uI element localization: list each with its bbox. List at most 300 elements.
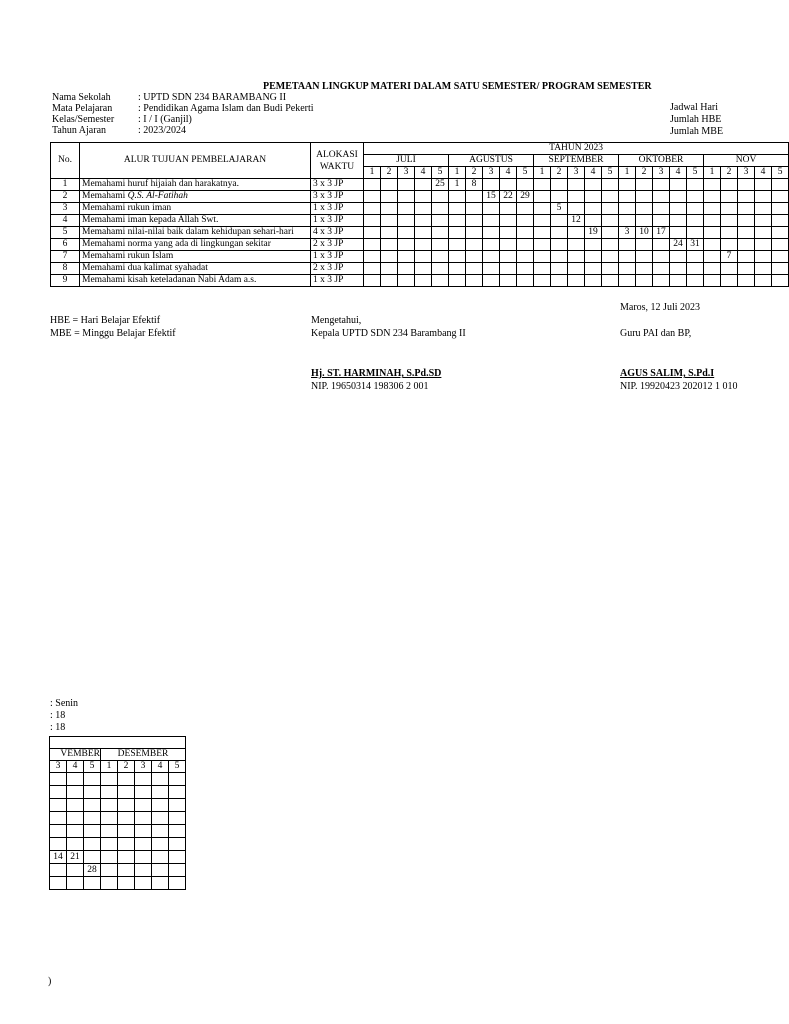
schedule-cell bbox=[568, 179, 585, 191]
schedule-cell: 28 bbox=[84, 864, 101, 877]
schedule-cell bbox=[415, 251, 432, 263]
program-semester-table-container bbox=[50, 142, 783, 302]
row-alokasi: 1 x 3 JP bbox=[311, 203, 364, 215]
schedule-cell bbox=[381, 179, 398, 191]
schedule-cell bbox=[101, 773, 118, 786]
table-row bbox=[50, 877, 186, 890]
schedule-cell bbox=[636, 191, 653, 203]
schedule-cell bbox=[101, 812, 118, 825]
table-row bbox=[50, 812, 186, 825]
schedule-cell bbox=[704, 227, 721, 239]
schedule-cell bbox=[135, 786, 152, 799]
schedule-cell bbox=[135, 773, 152, 786]
schedule-cell bbox=[466, 191, 483, 203]
schedule-cell: 12 bbox=[568, 215, 585, 227]
month-header: SEPTEMBER bbox=[534, 155, 619, 167]
schedule-cell bbox=[381, 215, 398, 227]
month-header: JULI bbox=[364, 155, 449, 167]
table-row bbox=[50, 838, 186, 851]
schedule-cell bbox=[772, 251, 789, 263]
schedule-cell bbox=[619, 251, 636, 263]
schedule-cell bbox=[449, 275, 466, 287]
schedule-cell bbox=[101, 786, 118, 799]
schedule-cell: 8 bbox=[466, 179, 483, 191]
schedule-cell bbox=[466, 263, 483, 275]
row-alur bbox=[80, 239, 311, 251]
schedule-cell bbox=[118, 825, 135, 838]
schedule-cell bbox=[568, 227, 585, 239]
schedule-cell bbox=[772, 239, 789, 251]
schedule-cell bbox=[585, 275, 602, 287]
week-header: 3 bbox=[50, 761, 67, 773]
schedule-cell bbox=[568, 239, 585, 251]
schedule-cell bbox=[364, 275, 381, 287]
schedule-cell bbox=[755, 215, 772, 227]
info-label: Mata Pelajaran bbox=[52, 103, 113, 114]
schedule-cell bbox=[432, 275, 449, 287]
schedule-cell bbox=[772, 263, 789, 275]
week-header: 4 bbox=[500, 167, 517, 179]
schedule-cell bbox=[84, 773, 101, 786]
schedule-cell bbox=[152, 786, 169, 799]
row-alokasi: 1 x 3 JP bbox=[311, 251, 364, 263]
schedule-cell bbox=[500, 239, 517, 251]
table-row bbox=[51, 191, 789, 203]
schedule-cell bbox=[432, 251, 449, 263]
schedule-cell bbox=[415, 203, 432, 215]
schedule-cell bbox=[432, 215, 449, 227]
schedule-cell bbox=[449, 251, 466, 263]
schedule-cell bbox=[135, 799, 152, 812]
table-row bbox=[50, 786, 186, 799]
schedule-cell bbox=[483, 251, 500, 263]
row-alur-italic: Q.S. Al-Fatihah bbox=[127, 191, 188, 201]
schedule-cell bbox=[364, 227, 381, 239]
row-alokasi: 3 x 3 JP bbox=[311, 191, 364, 203]
row-alur-text: Memahami huruf hijaiah dan harakatnya. bbox=[82, 179, 239, 189]
row-alur bbox=[80, 179, 311, 191]
schedule-cell bbox=[135, 864, 152, 877]
schedule-cell bbox=[551, 251, 568, 263]
schedule-cell: 10 bbox=[636, 227, 653, 239]
row-alur-text: Memahami kisah keteladanan Nabi Adam a.s. bbox=[82, 275, 257, 285]
table-row bbox=[50, 773, 186, 786]
schedule-cell bbox=[636, 275, 653, 287]
schedule-cell bbox=[449, 239, 466, 251]
schedule-cell bbox=[517, 227, 534, 239]
schedule-cell bbox=[738, 191, 755, 203]
row-alokasi: 3 x 3 JP bbox=[311, 179, 364, 191]
schedule-cell bbox=[534, 203, 551, 215]
schedule-cell bbox=[50, 786, 67, 799]
schedule-cell bbox=[636, 179, 653, 191]
year-header-cont bbox=[50, 737, 186, 749]
schedule-cell bbox=[364, 215, 381, 227]
schedule-cell bbox=[169, 799, 186, 812]
schedule-cell bbox=[585, 251, 602, 263]
jadwal-hari-value: : Senin bbox=[50, 698, 79, 709]
schedule-cell bbox=[653, 251, 670, 263]
schedule-cell bbox=[602, 215, 619, 227]
schedule-cell bbox=[517, 215, 534, 227]
month-header: DESEMBER bbox=[101, 749, 186, 761]
schedule-cell bbox=[687, 263, 704, 275]
schedule-cell bbox=[398, 191, 415, 203]
schedule-cell bbox=[738, 251, 755, 263]
schedule-cell bbox=[772, 227, 789, 239]
schedule-cell: 3 bbox=[619, 227, 636, 239]
week-header: 3 bbox=[398, 167, 415, 179]
schedule-cell bbox=[704, 251, 721, 263]
schedule-cell bbox=[551, 239, 568, 251]
schedule-cell bbox=[517, 179, 534, 191]
schedule-cell bbox=[67, 825, 84, 838]
schedule-cell bbox=[118, 838, 135, 851]
schedule-cell bbox=[169, 864, 186, 877]
schedule-cell bbox=[432, 227, 449, 239]
col-header-alur: ALUR TUJUAN PEMBELAJARAN bbox=[80, 143, 311, 179]
schedule-cell bbox=[755, 275, 772, 287]
schedule-cell bbox=[534, 275, 551, 287]
schedule-cell bbox=[398, 215, 415, 227]
schedule-cell bbox=[585, 239, 602, 251]
schedule-cell: 21 bbox=[67, 851, 84, 864]
schedule-cell bbox=[118, 773, 135, 786]
schedule-cell bbox=[602, 275, 619, 287]
schedule-cell bbox=[500, 251, 517, 263]
schedule-cell bbox=[619, 179, 636, 191]
schedule-cell bbox=[169, 786, 186, 799]
schedule-cell bbox=[118, 877, 135, 890]
schedule-cell bbox=[364, 263, 381, 275]
schedule-cell bbox=[84, 786, 101, 799]
schedule-cell bbox=[534, 251, 551, 263]
schedule-cell bbox=[466, 203, 483, 215]
schedule-cell bbox=[602, 239, 619, 251]
table-row bbox=[50, 825, 186, 838]
schedule-cell bbox=[135, 838, 152, 851]
schedule-cell bbox=[50, 838, 67, 851]
schedule-cell bbox=[415, 227, 432, 239]
schedule-cell bbox=[432, 239, 449, 251]
week-header: 5 bbox=[602, 167, 619, 179]
schedule-cell bbox=[687, 191, 704, 203]
week-header: 5 bbox=[517, 167, 534, 179]
schedule-cell bbox=[152, 864, 169, 877]
row-alur-text: Memahami dua kalimat syahadat bbox=[82, 263, 208, 273]
schedule-cell bbox=[398, 227, 415, 239]
schedule-cell bbox=[619, 215, 636, 227]
table-row bbox=[51, 251, 789, 263]
schedule-cell bbox=[84, 812, 101, 825]
schedule-cell bbox=[585, 263, 602, 275]
week-header: 2 bbox=[551, 167, 568, 179]
info-label: Tahun Ajaran bbox=[52, 125, 107, 136]
schedule-cell bbox=[466, 215, 483, 227]
schedule-cell bbox=[755, 227, 772, 239]
week-header: 4 bbox=[670, 167, 687, 179]
schedule-cell bbox=[670, 275, 687, 287]
info-label: Kelas/Semester bbox=[52, 114, 115, 125]
schedule-cell bbox=[721, 275, 738, 287]
schedule-cell bbox=[704, 191, 721, 203]
schedule-cell bbox=[721, 191, 738, 203]
week-header: 1 bbox=[534, 167, 551, 179]
schedule-cell bbox=[721, 179, 738, 191]
schedule-cell bbox=[687, 179, 704, 191]
schedule-cell bbox=[602, 227, 619, 239]
schedule-summary-labels bbox=[660, 102, 738, 142]
row-no: 7 bbox=[51, 251, 80, 263]
schedule-cell bbox=[398, 275, 415, 287]
schedule-cell bbox=[483, 239, 500, 251]
schedule-cell bbox=[755, 239, 772, 251]
schedule-cell bbox=[466, 275, 483, 287]
schedule-cell bbox=[551, 215, 568, 227]
jadwal-hari-label: Jadwal Hari bbox=[670, 102, 719, 113]
schedule-cell bbox=[653, 191, 670, 203]
schedule-cell bbox=[670, 191, 687, 203]
schedule-cell bbox=[101, 838, 118, 851]
schedule-cell bbox=[415, 275, 432, 287]
week-header: 3 bbox=[568, 167, 585, 179]
week-header: 1 bbox=[619, 167, 636, 179]
week-header: 5 bbox=[772, 167, 789, 179]
week-header: 2 bbox=[636, 167, 653, 179]
schedule-cell bbox=[500, 179, 517, 191]
week-header: 2 bbox=[721, 167, 738, 179]
jumlah-hbe-value: : 18 bbox=[50, 710, 66, 721]
row-alur bbox=[80, 191, 311, 203]
schedule-cell bbox=[721, 239, 738, 251]
schedule-cell: 15 bbox=[483, 191, 500, 203]
info-value: : I / I (Ganjil) bbox=[138, 114, 192, 125]
schedule-cell bbox=[169, 825, 186, 838]
schedule-cell bbox=[483, 203, 500, 215]
schedule-cell bbox=[50, 864, 67, 877]
schedule-cell bbox=[449, 263, 466, 275]
table-row bbox=[51, 239, 789, 251]
schedule-cell bbox=[118, 799, 135, 812]
row-no: 1 bbox=[51, 179, 80, 191]
schedule-cell bbox=[772, 191, 789, 203]
schedule-cell bbox=[772, 215, 789, 227]
row-alokasi: 2 x 3 JP bbox=[311, 239, 364, 251]
schedule-cell bbox=[772, 179, 789, 191]
schedule-cell bbox=[135, 877, 152, 890]
schedule-cell bbox=[704, 239, 721, 251]
row-no: 3 bbox=[51, 203, 80, 215]
schedule-cell bbox=[169, 877, 186, 890]
row-no: 2 bbox=[51, 191, 80, 203]
table-row bbox=[50, 851, 186, 864]
place-date: Maros, 12 Juli 2023 bbox=[620, 302, 700, 313]
schedule-cell bbox=[152, 838, 169, 851]
schedule-cell bbox=[772, 203, 789, 215]
schedule-cell bbox=[67, 864, 84, 877]
week-header: 4 bbox=[67, 761, 84, 773]
schedule-cell bbox=[364, 251, 381, 263]
schedule-cell bbox=[653, 263, 670, 275]
schedule-cell bbox=[636, 263, 653, 275]
schedule-cell bbox=[50, 773, 67, 786]
schedule-cell bbox=[415, 215, 432, 227]
continuation-table-container bbox=[50, 736, 188, 892]
row-alur bbox=[80, 203, 311, 215]
week-header: 3 bbox=[135, 761, 152, 773]
schedule-cell bbox=[704, 263, 721, 275]
schedule-cell bbox=[738, 239, 755, 251]
sign-right-name: AGUS SALIM, S.Pd.I bbox=[620, 368, 715, 379]
week-header: 1 bbox=[704, 167, 721, 179]
schedule-cell bbox=[67, 812, 84, 825]
schedule-cell bbox=[483, 275, 500, 287]
row-alur-text: Memahami nilai-nilai baik dalam kehidupan sehari-hari bbox=[82, 227, 294, 237]
schedule-cell bbox=[101, 851, 118, 864]
schedule-cell bbox=[721, 215, 738, 227]
table-row bbox=[50, 799, 186, 812]
schedule-cell bbox=[704, 203, 721, 215]
week-header: 1 bbox=[449, 167, 466, 179]
schedule-cell bbox=[432, 203, 449, 215]
schedule-cell bbox=[738, 263, 755, 275]
row-alokasi: 2 x 3 JP bbox=[311, 263, 364, 275]
sign-right-nip: NIP. 19920423 202012 1 010 bbox=[620, 381, 738, 392]
table-row bbox=[51, 263, 789, 275]
sign-left-line1: Mengetahui, bbox=[311, 315, 362, 326]
schedule-cell bbox=[602, 263, 619, 275]
schedule-cell bbox=[738, 179, 755, 191]
row-alokasi: 1 x 3 JP bbox=[311, 215, 364, 227]
schedule-cell bbox=[398, 251, 415, 263]
schedule-cell bbox=[84, 877, 101, 890]
schedule-cell bbox=[101, 864, 118, 877]
schedule-cell bbox=[755, 263, 772, 275]
schedule-cell: 1 bbox=[449, 179, 466, 191]
schedule-cell bbox=[67, 786, 84, 799]
schedule-cell bbox=[636, 239, 653, 251]
month-header: AGUSTUS bbox=[449, 155, 534, 167]
schedule-cell bbox=[152, 799, 169, 812]
schedule-cell bbox=[738, 215, 755, 227]
week-header: 5 bbox=[169, 761, 186, 773]
week-header: 2 bbox=[466, 167, 483, 179]
legend-hbe: HBE = Hari Belajar Efektif bbox=[50, 315, 161, 326]
schedule-cell bbox=[636, 215, 653, 227]
sign-left-nip: NIP. 19650314 198306 2 001 bbox=[311, 381, 429, 392]
schedule-cell bbox=[534, 227, 551, 239]
schedule-cell bbox=[738, 275, 755, 287]
schedule-cell bbox=[381, 275, 398, 287]
schedule-cell bbox=[687, 215, 704, 227]
schedule-cell bbox=[381, 263, 398, 275]
row-alokasi: 4 x 3 JP bbox=[311, 227, 364, 239]
jumlah-mbe-value: : 18 bbox=[50, 722, 66, 733]
schedule-cell bbox=[517, 263, 534, 275]
schedule-cell bbox=[551, 275, 568, 287]
schedule-cell bbox=[619, 203, 636, 215]
schedule-cell bbox=[568, 263, 585, 275]
schedule-cell bbox=[551, 227, 568, 239]
schedule-cell bbox=[653, 215, 670, 227]
schedule-cell bbox=[50, 877, 67, 890]
row-alur-text: Memahami rukun Islam bbox=[82, 251, 174, 261]
schedule-cell bbox=[50, 799, 67, 812]
schedule-cell bbox=[687, 227, 704, 239]
week-header: 2 bbox=[381, 167, 398, 179]
week-header: 3 bbox=[738, 167, 755, 179]
schedule-cell bbox=[101, 877, 118, 890]
schedule-cell bbox=[398, 263, 415, 275]
continuation-table bbox=[49, 736, 186, 890]
schedule-cell bbox=[534, 215, 551, 227]
schedule-cell bbox=[534, 179, 551, 191]
row-alokasi: 1 x 3 JP bbox=[311, 275, 364, 287]
schedule-cell bbox=[364, 179, 381, 191]
table-row bbox=[50, 864, 186, 877]
schedule-cell bbox=[670, 203, 687, 215]
schedule-cell bbox=[84, 838, 101, 851]
schedule-cell bbox=[585, 179, 602, 191]
info-value: : 2023/2024 bbox=[138, 125, 187, 136]
schedule-cell bbox=[772, 275, 789, 287]
schedule-cell bbox=[135, 825, 152, 838]
schedule-cell bbox=[500, 263, 517, 275]
schedule-cell bbox=[152, 877, 169, 890]
col-header-no: No. bbox=[51, 143, 80, 179]
schedule-cell bbox=[636, 203, 653, 215]
schedule-cell bbox=[602, 179, 619, 191]
week-header: 3 bbox=[483, 167, 500, 179]
schedule-cell bbox=[466, 251, 483, 263]
schedule-cell bbox=[118, 786, 135, 799]
jumlah-mbe-label: Jumlah MBE bbox=[670, 126, 724, 137]
schedule-cell bbox=[568, 191, 585, 203]
schedule-cell bbox=[755, 191, 772, 203]
row-alur-text: Memahami iman kepada Allah Swt. bbox=[82, 215, 219, 225]
schedule-cell: 25 bbox=[432, 179, 449, 191]
sign-right-block bbox=[620, 326, 738, 396]
schedule-cell bbox=[101, 825, 118, 838]
schedule-cell bbox=[568, 203, 585, 215]
schedule-cell bbox=[101, 799, 118, 812]
schedule-cell bbox=[398, 239, 415, 251]
schedule-cell: 31 bbox=[687, 239, 704, 251]
schedule-cell bbox=[517, 251, 534, 263]
schedule-cell bbox=[169, 838, 186, 851]
info-label: Nama Sekolah bbox=[52, 92, 111, 103]
schedule-cell bbox=[152, 812, 169, 825]
schedule-cell bbox=[704, 275, 721, 287]
month-header: VEMBER bbox=[50, 749, 101, 761]
schedule-cell bbox=[84, 825, 101, 838]
week-header: 1 bbox=[364, 167, 381, 179]
schedule-cell bbox=[381, 191, 398, 203]
month-header: NOV bbox=[704, 155, 789, 167]
schedule-cell bbox=[653, 239, 670, 251]
schedule-cell bbox=[381, 239, 398, 251]
row-alur-text: Memahami norma yang ada di lingkungan sekitar bbox=[82, 239, 271, 249]
schedule-cell bbox=[568, 251, 585, 263]
schedule-cell: 5 bbox=[551, 203, 568, 215]
schedule-cell bbox=[50, 825, 67, 838]
schedule-cell bbox=[135, 812, 152, 825]
table-row bbox=[51, 227, 789, 239]
info-value: : UPTD SDN 234 BARAMBANG II bbox=[138, 92, 287, 103]
schedule-cell bbox=[152, 773, 169, 786]
schedule-cell bbox=[534, 191, 551, 203]
schedule-cell bbox=[500, 275, 517, 287]
